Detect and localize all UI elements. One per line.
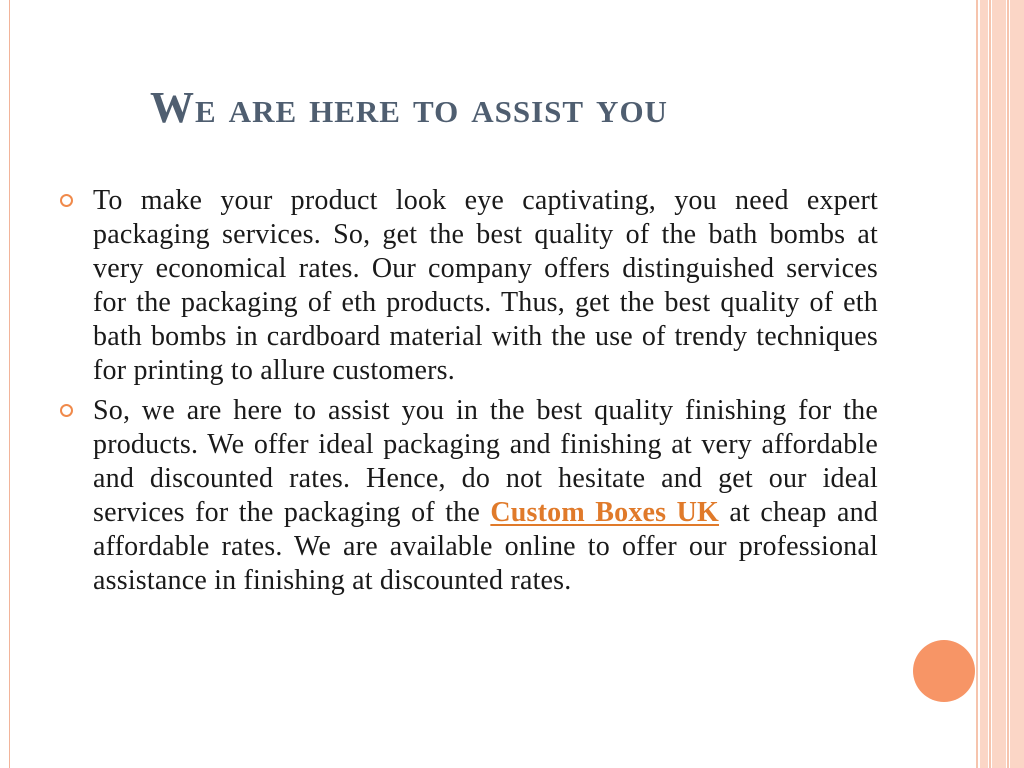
right-stripe	[1010, 0, 1024, 768]
bullet-text	[93, 394, 878, 598]
bullet-list	[60, 184, 878, 604]
hollow-circle-bullet-icon	[60, 404, 73, 417]
right-stripe	[992, 0, 1006, 768]
bullet-item	[60, 394, 878, 598]
hollow-circle-bullet-icon	[60, 194, 73, 207]
bullet-text-after-link: at cheap and affordable rates. We are available online to offer our professional assistance in finishing at discounted rates.	[93, 497, 878, 596]
right-stripe	[976, 0, 978, 768]
right-stripe	[1007, 0, 1009, 768]
right-stripe	[989, 0, 991, 768]
slide-title: We are here to assist you	[150, 83, 668, 132]
bullet-text: To make your product look eye captivating, you need expert packaging services. So, get the best quality of the bath bombs at very economical rates. Our company offers distinguished services for the packaging of eth products. Thus, get the best quality of eth bath bombs in cardboard material with the use of trendy techniques for printing to allure customers.	[93, 185, 878, 386]
left-border-line	[9, 0, 10, 768]
orange-circle-decoration	[913, 640, 975, 702]
bullet-text-before-link: So, we are here to assist you in the best quality finishing for the products. We offer ideal packaging and finishing at very affordable and discounted rates. Hence, do not hesitate and get our ideal services for the packaging of the	[93, 395, 878, 528]
bullet-item	[60, 184, 878, 388]
right-stripe	[980, 0, 988, 768]
custom-boxes-uk-link[interactable]: Custom Boxes UK	[490, 497, 720, 528]
